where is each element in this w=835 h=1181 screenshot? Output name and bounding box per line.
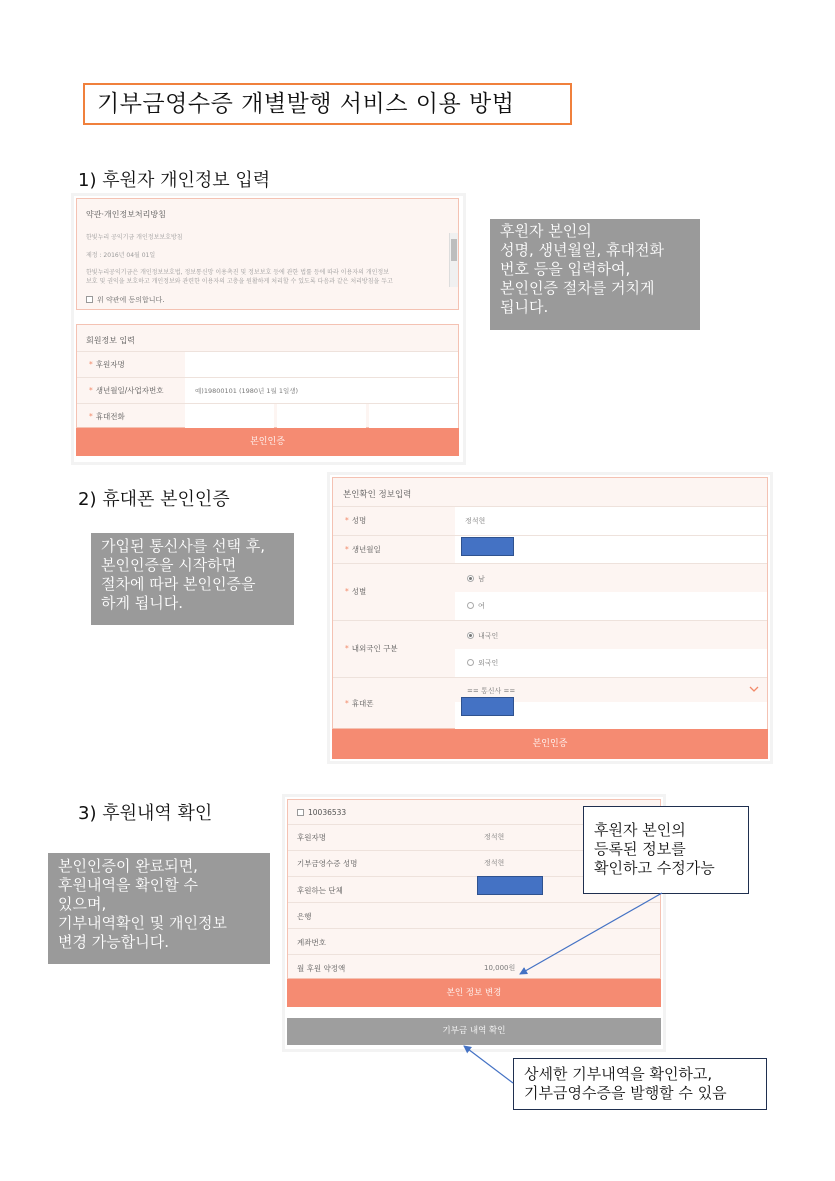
terms-line: 보호 및 권익을 보호하고 개인정보와 관련한 이용자의 고충을 원활하게 처리할 수 있도록 다음과 같은 처리방침을 두고 [86,278,393,285]
name-value: 정석현 [465,517,486,525]
terms-line: 한빛누리 공익기금 개인정보보호방침 [86,234,183,241]
callout-line: 번호 등을 입력하여, [500,260,631,278]
row-label: 은행 [297,912,312,921]
callout-line: 가입된 통신사를 선택 후, [101,537,265,555]
step2-verify-button[interactable]: 본인인증 [332,729,768,759]
member-title: 회원정보 입력 [86,336,135,345]
callout-line: 본인인증을 시작하면 [101,556,237,574]
callout-line: 후원자 본인의 [500,222,592,240]
callout-line: 본인인증이 완료되면, [58,857,198,875]
foreign-option[interactable]: 외국인 [467,658,498,668]
donation-history-button[interactable]: 기부금 내역 확인 [287,1018,661,1045]
row-label: 기부금영수증 성명 [297,859,358,868]
callout-line: 등록된 정보를 [594,840,686,858]
callout-line: 확인하고 수정가능 [594,859,715,877]
callout-line: 후원자 본인의 [594,821,686,839]
gender-label: * 성별 [345,587,367,596]
callout-line: 하게 됩니다. [101,594,183,612]
donor-name-label: * 후원자명 [89,360,125,369]
document-title: 기부금영수증 개별발행 서비스 이용 방법 [83,83,572,125]
row-value: 10,000원 [484,964,516,972]
terms-line: 한빛누리공익기금은 개인정보보호법, 정보통신망 이용촉진 및 정보보호 등에 관한 법률 등에 따라 이용자의 개인정보 [86,269,390,276]
nationality-label: * 내외국인 구분 [345,644,398,653]
gender-male-option[interactable]: 남 [467,574,485,584]
callout-line: 기부금영수증을 발행할 수 있음 [524,1084,727,1102]
row-label: 월 후원 약정액 [297,964,346,973]
terms-line: 제정 : 2016년 04월 01일 [86,252,156,259]
callout-line: 있으며, [58,895,107,913]
step3-heading: 3) 후원내역 확인 [78,803,213,824]
name-label: * 성명 [345,516,367,525]
callout-line: 본인인증 절차를 거치게 [500,279,655,297]
row-value: 정석현 [484,833,505,841]
row-label: 후원자명 [297,833,326,842]
arrow-to-edit-button [520,893,662,974]
callout-line: 상세한 기부내역을 확인하고, [524,1065,713,1083]
callout-line: 변경 가능합니다. [58,933,169,951]
row-label: 후원하는 단체 [297,886,343,895]
birth-placeholder: 예)19800101 (1980년 1월 1일생) [195,387,299,395]
callout-line: 성명, 생년월일, 휴대전화 [500,241,664,259]
callout-line: 기부내역확인 및 개인정보 [58,914,227,932]
domestic-option[interactable]: 내국인 [467,631,498,641]
verify-panel-title: 본인확인 정보입력 [343,490,412,500]
agree-label: 위 약관에 동의합니다. [97,296,165,304]
row-label: 계좌번호 [297,938,326,947]
row-value: 정석현 [484,859,505,867]
callout-line: 절차에 따라 본인인증을 [101,575,256,593]
callout-line: 후원내역을 확인할 수 [58,876,198,894]
phone-label: * 휴대전화 [89,412,125,421]
birth-label: * 생년월일 [345,545,381,554]
callout-line: 됩니다. [500,298,549,316]
edit-info-button[interactable]: 본인 정보 변경 [287,979,661,1007]
step1-heading: 1) 후원자 개인정보 입력 [78,170,271,191]
history-id: 10036533 [308,808,347,817]
step1-verify-button[interactable]: 본인인증 [76,428,459,456]
terms-title: 약관·개인정보처리방침 [86,210,166,219]
step2-heading: 2) 휴대폰 본인인증 [78,489,230,510]
arrow-to-history-button [464,1046,513,1083]
birth-label: * 생년월일/사업자번호 [89,386,164,395]
mobile-label: * 휴대폰 [345,699,374,708]
carrier-placeholder: == 통신사 == [467,687,516,695]
gender-female-option[interactable]: 여 [467,601,485,611]
